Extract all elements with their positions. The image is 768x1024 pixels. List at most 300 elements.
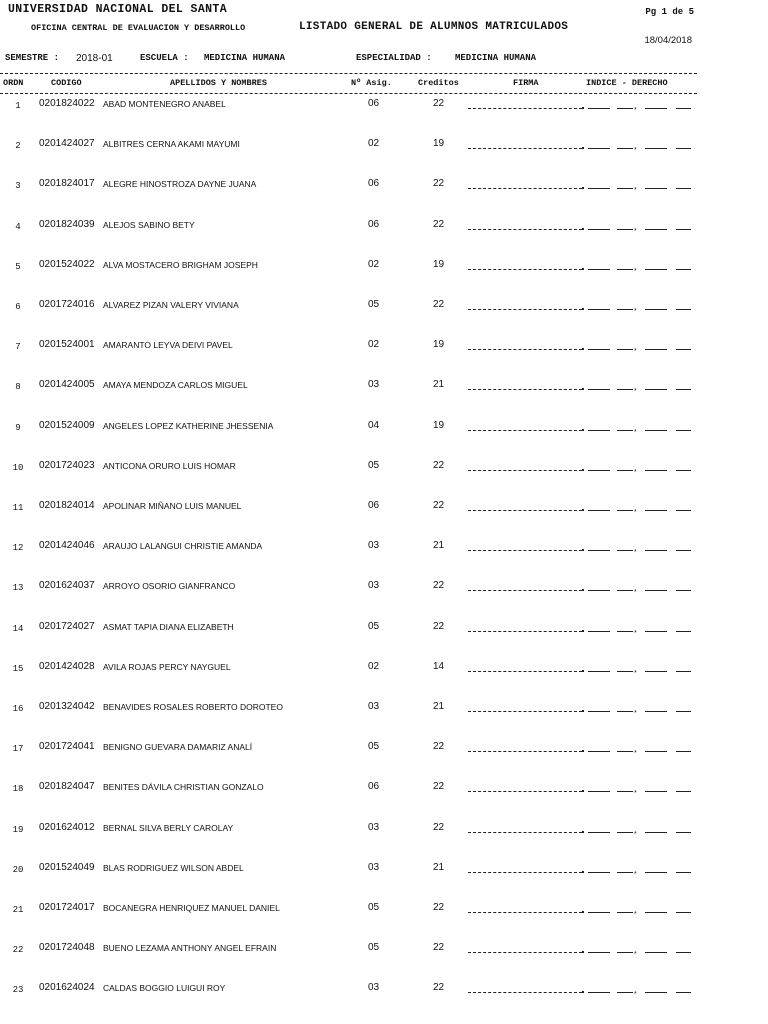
indice-marker: *	[634, 911, 637, 918]
student-code: 0201424046	[39, 540, 95, 552]
col-asig: Nº Asig.	[351, 78, 392, 88]
indice-line	[676, 148, 691, 149]
indice-line	[645, 791, 667, 792]
indice-line	[645, 309, 667, 310]
indice-line	[645, 711, 667, 712]
indice-line	[645, 229, 667, 230]
signature-line	[468, 108, 582, 109]
indice-line	[588, 832, 610, 833]
student-name: ANGELES LOPEZ KATHERINE JHESSENIA	[103, 420, 274, 431]
indice-line	[588, 510, 610, 511]
student-name: AMARANTO LEYVA DEIVI PAVEL	[103, 340, 233, 351]
document-date: 18/04/2018	[644, 35, 692, 46]
signature-line	[468, 229, 582, 230]
col-nombres: APELLIDOS Y NOMBRES	[170, 78, 267, 88]
indice-line	[645, 269, 667, 270]
indice-line	[588, 309, 610, 310]
indice-marker: *	[634, 830, 637, 838]
num-asignaturas: 04	[368, 419, 380, 431]
num-asignaturas: 05	[368, 620, 380, 632]
indice-marker: *	[634, 710, 637, 717]
student-code: 0201724017	[39, 902, 95, 913]
signature-line	[468, 952, 582, 953]
document-title: LISTADO GENERAL DE ALUMNOS MATRICULADOS	[299, 21, 569, 33]
signature-line	[468, 188, 582, 189]
ord-number: 11	[12, 503, 24, 513]
student-code: 0201724048	[39, 942, 95, 954]
indice-line	[617, 952, 633, 953]
semestre-label: SEMESTRE :	[5, 53, 60, 63]
student-name: ANTICONA ORURO LUIS HOMAR	[103, 460, 236, 471]
indice-line	[617, 550, 633, 551]
indice-line	[617, 510, 633, 511]
col-firma: FIRMA	[513, 78, 539, 88]
semestre-value: 2018-01	[76, 53, 113, 64]
signature-dot	[582, 710, 584, 712]
signature-dot	[582, 790, 584, 792]
table-row	[0, 98, 768, 138]
signature-dot	[582, 630, 584, 632]
especialidad-value: MEDICINA HUMANA	[455, 53, 537, 63]
indice-line	[617, 791, 633, 792]
indice-marker: *	[634, 428, 637, 436]
student-code: 0201724027	[39, 620, 95, 632]
signature-dot	[582, 268, 584, 270]
indice-line	[588, 470, 610, 471]
ord-number: 5	[15, 261, 21, 272]
num-asignaturas: 05	[368, 299, 380, 310]
num-asignaturas: 06	[368, 500, 380, 511]
ord-number: 20	[12, 864, 24, 875]
indice-marker: *	[634, 227, 637, 235]
num-creditos: 22	[433, 821, 445, 833]
indice-marker: *	[634, 549, 637, 557]
indice-line	[588, 229, 610, 230]
signature-line	[468, 631, 582, 632]
indice-line	[645, 671, 667, 672]
student-code: 0201624024	[39, 982, 95, 994]
signature-dot	[582, 670, 584, 672]
table-row	[0, 460, 768, 500]
signature-dot	[582, 549, 584, 551]
signature-dot	[582, 750, 584, 752]
table-row	[0, 741, 768, 781]
indice-line	[588, 671, 610, 672]
ord-number: 12	[12, 543, 24, 554]
signature-line	[468, 309, 582, 310]
indice-line	[676, 952, 691, 953]
signature-dot	[582, 228, 584, 230]
student-name: BENITES DÁVILA CHRISTIAN GONZALO	[103, 782, 264, 793]
student-code: 0201724023	[39, 459, 95, 471]
student-code: 0201824047	[39, 781, 95, 793]
student-name: ALVAREZ PIZAN VALERY VIVIANA	[103, 300, 239, 310]
ord-number: 3	[15, 181, 21, 192]
num-creditos: 22	[433, 299, 445, 310]
indice-marker: *	[634, 991, 637, 999]
student-name: CALDAS BOGGIO LUIGUI ROY	[103, 983, 226, 994]
ord-number: 22	[12, 945, 24, 956]
indice-line	[588, 631, 610, 632]
indice-line	[617, 872, 633, 873]
page-number: Pg 1 de 5	[645, 7, 694, 17]
signature-dot	[582, 911, 584, 913]
indice-line	[676, 832, 691, 833]
signature-line	[468, 389, 582, 390]
indice-marker: *	[634, 589, 637, 597]
table-row	[0, 299, 768, 339]
indice-line	[588, 389, 610, 390]
indice-line	[645, 751, 667, 752]
num-asignaturas: 03	[368, 861, 380, 873]
num-asignaturas: 06	[368, 218, 380, 230]
student-name: BERNAL SILVA BERLY CAROLAY	[103, 822, 234, 833]
num-creditos: 14	[433, 660, 445, 672]
indice-line	[676, 992, 691, 993]
indice-line	[617, 590, 633, 591]
ord-number: 2	[15, 141, 21, 152]
num-asignaturas: 03	[368, 982, 380, 994]
ord-number: 6	[15, 302, 21, 312]
ord-number: 1	[15, 101, 21, 111]
ord-number: 4	[15, 221, 21, 232]
signature-line	[468, 269, 582, 270]
signature-dot	[582, 107, 584, 109]
student-name: BENAVIDES ROSALES ROBERTO DOROTEO	[103, 702, 283, 712]
student-name: AVILA ROJAS PERCY NAYGUEL	[103, 661, 231, 672]
student-name: APOLINAR MIÑANO LUIS MANUEL	[103, 501, 242, 511]
num-creditos: 22	[433, 178, 445, 190]
indice-line	[588, 751, 610, 752]
col-ord: ORDN	[3, 78, 24, 88]
indice-line	[676, 510, 691, 511]
indice-line	[676, 631, 691, 632]
indice-line	[588, 349, 610, 350]
indice-line	[588, 791, 610, 792]
num-asignaturas: 06	[368, 98, 380, 109]
num-creditos: 22	[433, 781, 445, 793]
indice-marker: *	[634, 629, 637, 637]
signature-dot	[582, 388, 584, 390]
indice-line	[588, 992, 610, 993]
indice-line	[617, 188, 633, 189]
indice-line	[617, 229, 633, 230]
indice-line	[617, 992, 633, 993]
signature-line	[468, 751, 582, 752]
student-code: 0201524009	[39, 419, 95, 431]
indice-line	[645, 832, 667, 833]
num-asignaturas: 05	[368, 902, 380, 913]
num-asignaturas: 05	[368, 459, 380, 471]
table-row	[0, 178, 768, 218]
table-row	[0, 339, 768, 379]
num-asignaturas: 02	[368, 339, 380, 351]
indice-marker: *	[634, 308, 637, 315]
signature-dot	[582, 509, 584, 511]
ord-number: 18	[12, 784, 24, 795]
indice-marker: *	[634, 388, 637, 396]
student-code: 0201524049	[39, 861, 95, 873]
num-asignaturas: 03	[368, 821, 380, 833]
signature-line	[468, 912, 582, 913]
student-name: BLAS RODRIGUEZ WILSON ABDEL	[103, 862, 244, 873]
num-creditos: 22	[433, 942, 445, 954]
student-name: ALVA MOSTACERO BRIGHAM JOSEPH	[103, 259, 258, 270]
indice-line	[588, 952, 610, 953]
signature-line	[468, 791, 582, 792]
indice-line	[645, 510, 667, 511]
ord-number: 17	[12, 744, 24, 755]
table-row	[0, 138, 768, 178]
indice-line	[676, 389, 691, 390]
indice-line	[645, 148, 667, 149]
ord-number: 14	[12, 623, 24, 634]
indice-marker: *	[634, 870, 637, 878]
ord-number: 10	[12, 462, 24, 473]
table-row	[0, 219, 768, 259]
table-row	[0, 661, 768, 701]
indice-line	[645, 631, 667, 632]
indice-line	[645, 188, 667, 189]
table-row	[0, 259, 768, 299]
indice-marker: *	[634, 509, 637, 516]
indice-line	[676, 188, 691, 189]
signature-dot	[582, 991, 584, 993]
student-code: 0201824022	[39, 98, 95, 109]
student-code: 0201524022	[39, 258, 95, 270]
indice-line	[588, 550, 610, 551]
ord-number: 21	[12, 905, 24, 915]
signature-line	[468, 590, 582, 591]
table-row	[0, 942, 768, 982]
num-creditos: 22	[433, 218, 445, 230]
num-asignaturas: 02	[368, 258, 380, 270]
student-name: ALEJOS SABINO BETY	[103, 219, 195, 230]
indice-line	[617, 470, 633, 471]
indice-line	[617, 631, 633, 632]
student-name: BOCANEGRA HENRIQUEZ MANUEL DANIEL	[103, 903, 280, 913]
indice-line	[617, 912, 633, 913]
student-name: ASMAT TAPIA DIANA ELIZABETH	[103, 621, 234, 632]
num-asignaturas: 03	[368, 540, 380, 552]
signature-line	[468, 430, 582, 431]
indice-line	[588, 430, 610, 431]
indice-line	[645, 952, 667, 953]
signature-dot	[582, 147, 584, 149]
indice-line	[676, 711, 691, 712]
signature-dot	[582, 348, 584, 350]
escuela-value: MEDICINA HUMANA	[204, 53, 286, 63]
indice-marker: *	[634, 790, 637, 798]
indice-marker: *	[634, 107, 637, 114]
indice-line	[645, 349, 667, 350]
num-creditos: 19	[433, 339, 445, 351]
num-creditos: 22	[433, 741, 445, 753]
num-creditos: 21	[433, 861, 445, 873]
indice-line	[645, 389, 667, 390]
col-indice: INDICE - DERECHO	[586, 78, 668, 88]
indice-line	[617, 711, 633, 712]
student-name: BENIGNO GUEVARA DAMARIZ ANALÍ	[103, 742, 253, 753]
student-name: AMAYA MENDOZA CARLOS MIGUEL	[103, 380, 248, 391]
indice-marker: *	[634, 468, 637, 476]
indice-line	[676, 470, 691, 471]
signature-line	[468, 550, 582, 551]
indice-line	[617, 832, 633, 833]
indice-line	[676, 430, 691, 431]
indice-line	[645, 992, 667, 993]
table-row	[0, 500, 768, 540]
indice-line	[645, 430, 667, 431]
indice-line	[588, 711, 610, 712]
especialidad-label: ESPECIALIDAD :	[356, 53, 432, 63]
signature-dot	[582, 871, 584, 873]
indice-line	[645, 872, 667, 873]
office-name: OFICINA CENTRAL DE EVALUACION Y DESARROLLO	[31, 23, 246, 33]
student-name: ALEGRE HINOSTROZA DAYNE JUANA	[103, 179, 257, 190]
num-creditos: 22	[433, 459, 445, 471]
indice-line	[645, 108, 667, 109]
indice-line	[676, 872, 691, 873]
student-code: 0201424028	[39, 660, 95, 672]
signature-line	[468, 510, 582, 511]
table-row	[0, 621, 768, 661]
indice-line	[617, 108, 633, 109]
indice-line	[676, 671, 691, 672]
ord-number: 23	[12, 985, 24, 996]
indice-line	[645, 550, 667, 551]
num-creditos: 19	[433, 258, 445, 270]
table-row	[0, 902, 768, 942]
num-creditos: 19	[433, 419, 445, 431]
indice-line	[617, 148, 633, 149]
indice-line	[617, 671, 633, 672]
indice-line	[617, 751, 633, 752]
student-code: 0201824017	[39, 178, 95, 190]
indice-line	[676, 912, 691, 913]
ord-number: 15	[12, 663, 24, 674]
table-row	[0, 580, 768, 620]
table-row	[0, 862, 768, 902]
indice-marker: *	[634, 951, 637, 959]
col-codigo: CODIGO	[51, 78, 82, 88]
indice-marker: *	[634, 348, 637, 356]
indice-line	[645, 590, 667, 591]
student-code: 0201424027	[39, 138, 95, 150]
num-asignaturas: 03	[368, 379, 380, 391]
indice-line	[617, 389, 633, 390]
num-creditos: 22	[433, 500, 445, 511]
indice-marker: *	[634, 669, 637, 677]
signature-line	[468, 671, 582, 672]
signature-line	[468, 470, 582, 471]
student-code: 0201424005	[39, 379, 95, 391]
signature-line	[468, 148, 582, 149]
num-asignaturas: 03	[368, 701, 380, 712]
indice-line	[588, 148, 610, 149]
indice-line	[588, 108, 610, 109]
num-asignaturas: 05	[368, 942, 380, 954]
num-creditos: 21	[433, 701, 445, 712]
indice-line	[617, 349, 633, 350]
num-creditos: 21	[433, 379, 445, 391]
indice-line	[676, 229, 691, 230]
student-name: BUENO LEZAMA ANTHONY ANGEL EFRAIN	[103, 943, 277, 954]
student-code: 0201824039	[39, 218, 95, 230]
table-row	[0, 540, 768, 580]
indice-line	[676, 108, 691, 109]
table-row	[0, 982, 768, 1022]
num-creditos: 22	[433, 98, 445, 109]
student-code: 0201624037	[39, 580, 95, 592]
signature-dot	[582, 951, 584, 953]
indice-marker: *	[634, 750, 637, 758]
indice-marker: *	[634, 147, 637, 155]
ord-number: 13	[12, 583, 24, 594]
signature-dot	[582, 831, 584, 833]
student-code: 0201624012	[39, 821, 95, 833]
indice-line	[676, 791, 691, 792]
indice-line	[588, 912, 610, 913]
num-asignaturas: 03	[368, 580, 380, 592]
student-code: 0201324042	[39, 701, 95, 712]
indice-marker: *	[634, 187, 637, 195]
num-creditos: 19	[433, 138, 445, 150]
signature-dot	[582, 469, 584, 471]
indice-line	[588, 590, 610, 591]
student-name: ALBITRES CERNA AKAMI MAYUMI	[103, 139, 240, 150]
table-row	[0, 822, 768, 862]
table-row	[0, 701, 768, 741]
escuela-label: ESCUELA :	[140, 53, 189, 63]
university-name: UNIVERSIDAD NACIONAL DEL SANTA	[8, 3, 228, 16]
indice-line	[676, 751, 691, 752]
student-name: ARAUJO LALANGUI CHRISTIE AMANDA	[103, 541, 263, 552]
ord-number: 8	[15, 382, 21, 393]
indice-line	[617, 430, 633, 431]
num-creditos: 22	[433, 982, 445, 994]
indice-line	[588, 188, 610, 189]
num-creditos: 22	[433, 580, 445, 592]
signature-dot	[582, 429, 584, 431]
table-row	[0, 781, 768, 821]
ord-number: 7	[15, 342, 21, 353]
signature-line	[468, 832, 582, 833]
num-asignaturas: 06	[368, 781, 380, 793]
indice-line	[645, 912, 667, 913]
student-code: 0201824014	[39, 500, 95, 511]
student-code: 0201724016	[39, 299, 95, 310]
signature-line	[468, 349, 582, 350]
num-asignaturas: 02	[368, 138, 380, 150]
signature-line	[468, 872, 582, 873]
col-creditos: Creditos	[418, 78, 459, 88]
ord-number: 19	[12, 824, 24, 835]
signature-dot	[582, 589, 584, 591]
num-creditos: 22	[433, 620, 445, 632]
table-row	[0, 420, 768, 460]
student-name: ABAD MONTENEGRO ANABEL	[103, 99, 226, 109]
indice-line	[676, 309, 691, 310]
indice-line	[617, 269, 633, 270]
num-asignaturas: 02	[368, 660, 380, 672]
ord-number: 9	[15, 422, 21, 433]
signature-dot	[582, 187, 584, 189]
indice-line	[676, 269, 691, 270]
signature-line	[468, 711, 582, 712]
student-code: 0201724041	[39, 741, 95, 753]
signature-dot	[582, 308, 584, 310]
